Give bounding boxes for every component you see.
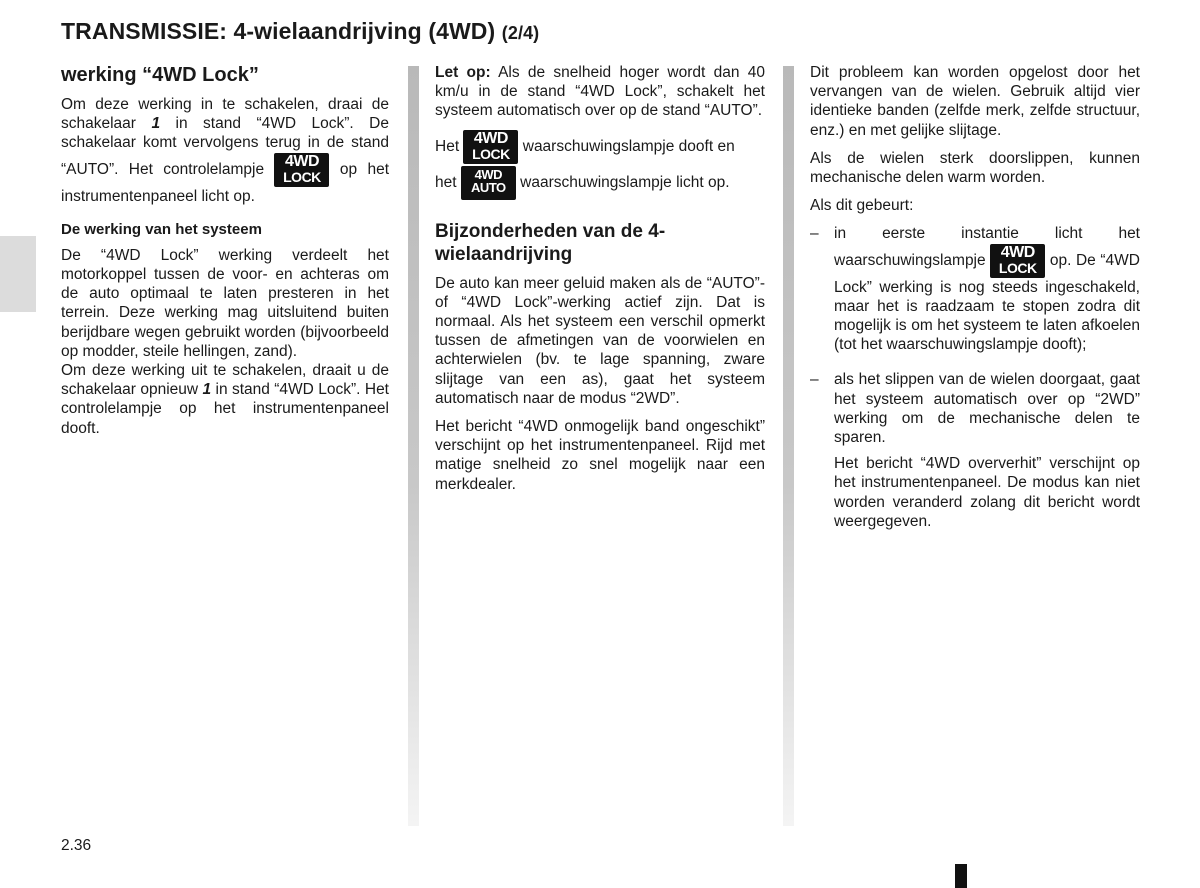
paragraph-slip: Als de wielen sterk doorslippen, kunnen mechanische delen warm worden. (810, 149, 1140, 187)
note-speed (435, 63, 765, 121)
paragraph-disable (61, 361, 389, 438)
page-title (61, 18, 539, 45)
list-item (810, 224, 1140, 361)
page-number: 2.36 (61, 837, 92, 854)
text: in eerste instantie licht het waarschuwingslampje (834, 225, 1140, 269)
4wd-lock-lamp-icon (990, 244, 1045, 278)
page-title-part: (2/4) (501, 23, 540, 43)
section-tab (0, 236, 36, 312)
lamp-top: 4WD (474, 166, 503, 182)
lamp-line-lock (435, 130, 765, 164)
4wd-auto-lamp-icon (461, 166, 516, 200)
subheading-system: De werking van het systeem (61, 220, 262, 238)
text: Als de snelheid hoger wordt dan 40 km/u in de stand “4WD Lock”, schakelt het systeem automatisch over op de stand “AUTO”. (435, 64, 765, 120)
list-item-text: als het slippen van de wielen doorgaat, gaat het systeem automatisch over op “2WD” werking om de mechanische delen te sparen. (834, 371, 1140, 447)
lamp-bottom: LOCK (472, 145, 510, 162)
text: waarschuwingslampje licht op. (515, 173, 730, 191)
list-item (810, 370, 1140, 538)
text: Het (435, 137, 464, 155)
paragraph-enable (61, 95, 389, 206)
lamp-top: 4WD (473, 129, 508, 147)
text: in stand “4WD Lock”. Het controlelampje op het instrumentenpaneel dooft. (61, 381, 389, 437)
text: het (435, 173, 461, 191)
dash-marker: – (810, 371, 819, 389)
text: op het instrumentenpaneel licht op. (61, 160, 390, 205)
paragraph-if: Als dit gebeurt: (810, 197, 914, 215)
section-heading-4wd-lock: werking “4WD Lock” (61, 64, 259, 86)
section-heading-details: Bijzonderheden van de 4-wielaandrijving (435, 220, 666, 265)
column-2 (435, 63, 765, 503)
dash-marker: – (810, 225, 819, 243)
note-label: Let op: (435, 64, 491, 81)
page-title-text: TRANSMISSIE: 4-wielaandrijving (4WD) (61, 18, 496, 44)
text: op. De “4WD Lock” werking is nog steeds ingeschakeld, maar het is raadzaam te stopen zodra dit mogelijk is om het systeem te laten afkoelen (tot het waarschuwingslampje dooft); (834, 251, 1140, 354)
lamp-line-auto (435, 166, 765, 200)
paragraph-tyres: Dit probleem kan worden opgelost door het vervangen van de wielen. Gebruik altijd vier identieke banden (zelfde merk, zelfde structuur, enz.) en met gelijke slijtage. (810, 64, 1140, 139)
switch-number: 1 (202, 381, 212, 399)
list-item-text: Het bericht “4WD oververhit” verschijnt op het instrumentenpaneel. De modus kan niet worden veranderd zolang dit bericht wordt weergegeven. (834, 455, 1140, 530)
4wd-lock-lamp-icon (463, 130, 518, 164)
thumb-index-marker (955, 864, 967, 888)
switch-number: 1 (151, 115, 161, 133)
column-3 (810, 63, 1140, 547)
lamp-bottom: LOCK (998, 259, 1037, 276)
paragraph-noise: De auto kan meer geluid maken als de “AUTO”- of “4WD Lock”-werking actief zijn. Dat is normaal. Als het systeem een verschil opmerkt tussen de afmetingen van de voorwielen en achterwielen (bv. te lage spanning, zware slijtage van een as), gaat het systeem automatisch naar de modus “2WD”. (435, 274, 765, 407)
list-item-text (834, 224, 1140, 354)
paragraph-message: Het bericht “4WD onmogelijk band ongeschikt” verschijnt op het instrumentenpaneel. Rijd met matige snelheid zo snel mogelijk naar een merkdealer. (435, 418, 765, 493)
lamp-top: 4WD (284, 152, 319, 170)
lamp-top: 4WD (1000, 243, 1035, 261)
text: in stand “4WD Lock”. De schakelaar komt vervolgens terug in de stand “AUTO”. Het controlelampje (61, 115, 389, 178)
paragraph-system: De “4WD Lock” werking verdeelt het motorkoppel tussen de voor- en achteras om de auto optimaal te laten presteren in het terrein. Deze werking mag uitsluitend buiten berijdbare wegen gebruikt worden (bijvoorbeeld op modder, steile hellingen, zand). (61, 246, 389, 360)
lamp-bottom: LOCK (283, 168, 321, 185)
text: Om deze werking in te schakelen, draai de schakelaar (61, 96, 389, 133)
text: Om deze werking uit te schakelen, draait u de schakelaar opnieuw (61, 362, 389, 399)
column-1 (61, 63, 389, 447)
column-divider-2 (783, 66, 794, 826)
lamp-bottom: AUTO (471, 179, 506, 195)
column-divider-1 (408, 66, 419, 826)
4wd-lock-lamp-icon (274, 153, 329, 187)
text: waarschuwingslampje dooft en (518, 137, 735, 155)
